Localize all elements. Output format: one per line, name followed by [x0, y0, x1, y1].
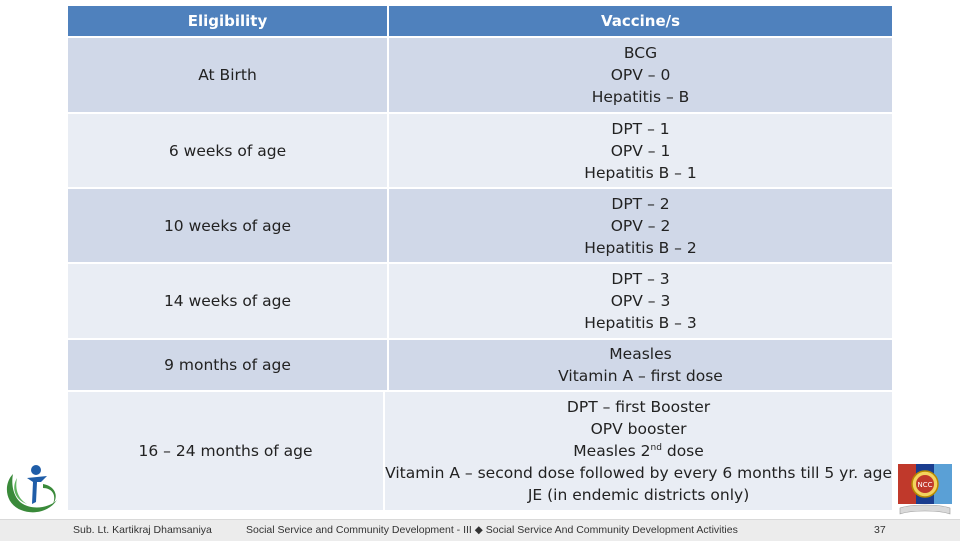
page-number: 37: [874, 524, 886, 536]
table-row: [68, 187, 892, 262]
header-vaccines: Vaccine/s: [600, 12, 681, 30]
vaccine-line: Hepatitis – B: [591, 88, 690, 106]
vaccine-line: DPT – 3: [611, 270, 670, 288]
measles-text: Measles 2: [573, 442, 651, 460]
vaccines-cell: [389, 38, 892, 112]
table-header-row: [68, 6, 892, 36]
vaccines-cell: [389, 114, 892, 187]
vaccine-line: DPT – 2: [611, 194, 670, 213]
measles-dose-text: dose: [661, 442, 704, 460]
vaccine-line: DPT – 1: [611, 119, 670, 138]
vaccine-line: OPV – 1: [610, 141, 671, 160]
eligibility-cell: At Birth: [68, 38, 389, 112]
vaccine-line: OPV – 0: [610, 66, 671, 84]
eligibility-cell: 16 – 24 months of age: [68, 392, 385, 510]
vaccine-line: Vitamin A – second dose followed by every 6 months till 5 yr. age: [385, 464, 892, 482]
vaccine-line: BCG: [623, 44, 658, 62]
footer-course: Social Service and Community Development - III ◆ Social Service And Community Development Activities: [246, 524, 738, 536]
eligibility-cell: 6 weeks of age: [68, 114, 389, 187]
vaccines-cell: [389, 340, 892, 390]
table-row: [68, 338, 892, 390]
table-row: [68, 112, 892, 187]
vaccine-line: OPV – 3: [610, 292, 671, 310]
footer-author: Sub. Lt. Kartikraj Dhamsaniya: [73, 524, 212, 536]
vaccine-line: Hepatitis B – 1: [584, 163, 697, 182]
slide-footer: [0, 519, 960, 541]
table-row: [68, 390, 892, 510]
vaccine-line: Hepatitis B – 3: [584, 314, 697, 332]
vaccine-line: Measles: [609, 345, 672, 363]
header-eligibility: Eligibility: [68, 6, 389, 36]
ordinal-suffix: nd: [650, 442, 662, 453]
ncc-logo: [892, 460, 958, 518]
table-row: [68, 36, 892, 112]
vaccine-line: [573, 440, 704, 462]
ncc-logo-text: NCC: [917, 481, 933, 489]
vaccines-cell: [389, 189, 892, 262]
table-row: [68, 262, 892, 338]
vaccine-line: Vitamin A – first dose: [558, 367, 723, 385]
vaccines-cell: [385, 392, 892, 510]
eligibility-cell: 9 months of age: [68, 340, 389, 390]
institute-logo: [3, 460, 63, 516]
vaccination-schedule-table: [68, 6, 892, 510]
vaccine-line: OPV – 2: [610, 216, 671, 235]
vaccine-line: DPT – first Booster: [566, 398, 711, 416]
eligibility-cell: 14 weeks of age: [68, 264, 389, 338]
vaccine-line: OPV booster: [590, 420, 687, 438]
eligibility-cell: 10 weeks of age: [68, 189, 389, 262]
vaccine-line: Hepatitis B – 2: [584, 238, 697, 257]
vaccine-line: JE (in endemic districts only): [527, 486, 750, 504]
vaccines-cell: [389, 264, 892, 338]
